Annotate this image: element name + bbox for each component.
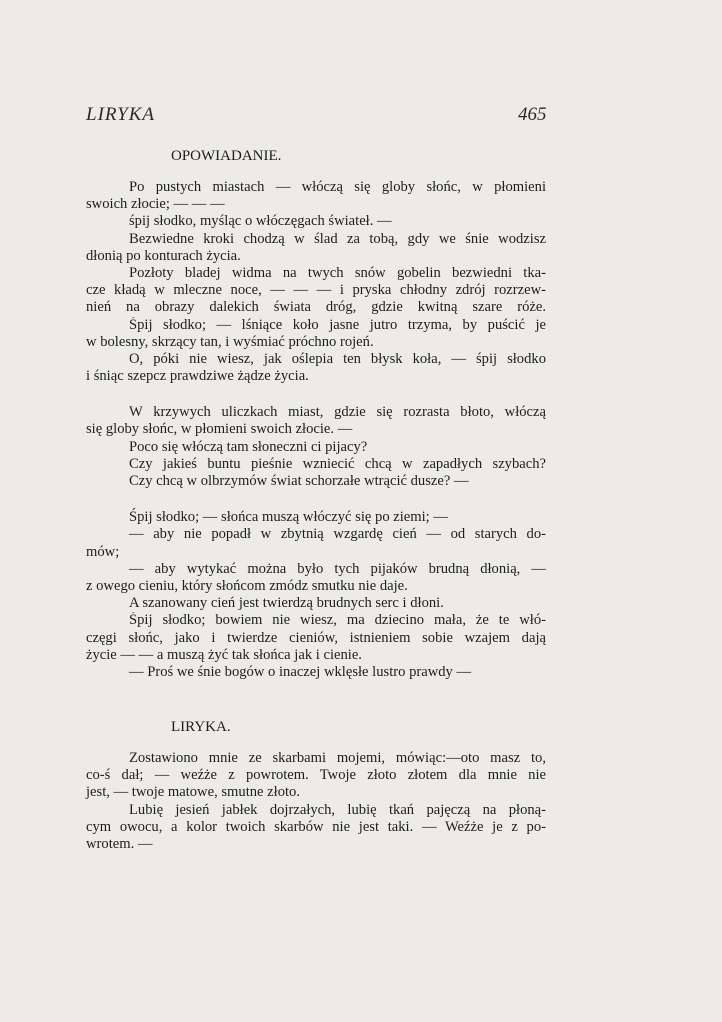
text-line: Śpij słodko; — lśniące koło jasne jutro trzyma, by puścić je (129, 316, 546, 333)
text-line: Lubię jesień jabłek dojrzałych, lubię tkań pajęczą na płoną- (129, 801, 546, 818)
text-line: Czy jakieś buntu pieśnie wzniecić chcą w zapadłych szybach? (129, 455, 546, 472)
text-line: jest, — twoje matowe, smutne złoto. (86, 784, 301, 801)
text-line: się globy słońc, w płomieni swoich złocie. — (86, 421, 353, 438)
section-title: LIRYKA. (171, 719, 231, 736)
page-number: 465 (518, 104, 547, 125)
text-line: cze kładą w mleczne noce, — — — i pryska chłodny zdrój rozrzew- (86, 282, 546, 299)
section (86, 146, 546, 681)
text-line: częgi słońc, jako i twierdze cieniów, istnieniem sobie wzajem dają (86, 629, 546, 646)
text-line: życie — — a muszą żyć tak słońca jak i cienie. (86, 646, 362, 663)
text-line: Bezwiedne kroki chodzą w ślad za tobą, gdy we śnie wodzisz (129, 230, 546, 247)
section-title: OPOWIADANIE. (171, 148, 282, 164)
text-line: i śniąc szepcz prawdziwe żądze życia. (86, 368, 309, 385)
text-line: swoich złocie; — — — (86, 196, 225, 213)
text-line: co-ś dał; — weźże z powrotem. Twoje złoto złotem dla mnie nie (86, 767, 546, 784)
stanza (86, 509, 546, 681)
text-line: dłonią po konturach życia. (86, 247, 241, 264)
text-line: nień na obrazy dalekich świata dróg, gdzie kwitną szare róże. (86, 299, 546, 316)
text-line: mów; (86, 543, 120, 560)
text-line: W krzywych uliczkach miast, gdzie się rozrasta błoto, włóczą (129, 404, 546, 421)
stanza (86, 179, 546, 385)
text-line: Śpij słodko; bowiem nie wiesz, ma dziecino mała, że te włó- (129, 612, 546, 629)
text-line: Pozłoty bladej widma na twych snów gobelin bezwiedni tka- (129, 264, 546, 281)
section (86, 717, 546, 853)
text-line: w bolesny, skrzący tan, i wyśmiać próchno rojeń. (86, 333, 374, 350)
text-line: — Proś we śnie bogów o inaczej wklęsłe lustro prawdy — (129, 663, 472, 680)
text-line: z owego cieniu, który słońcom zmódz smutku nie daje. (86, 577, 408, 594)
stanza (86, 750, 546, 853)
text-line: Poco się włóczą tam słoneczni ci pijacy? (129, 438, 368, 455)
text-line: wrotem. — (86, 836, 153, 852)
text-line: Po pustych miastach — włóczą się globy słońc, w płomieni (129, 179, 546, 195)
text-line: — aby wytykać można było tych pijaków brudną dłonią, — (129, 560, 546, 577)
text-line: — aby nie popadł w zbytnią wzgardę cień — od starych do- (129, 526, 546, 543)
text-line: cym owocu, a kolor twoich skarbów nie jest taki. — Weźże je z po- (86, 818, 546, 835)
text-line: śpij słodko, myśląc o włóczęgach świateł. — (129, 213, 392, 230)
stanza (86, 404, 546, 490)
text-line: O, póki nie wiesz, jak oślepia ten błysk koła, — śpij słodko (129, 350, 546, 367)
text-line: Czy chcą w olbrzymów świat schorzałe wtrącić dusze? — (129, 473, 469, 489)
text-line: Śpij słodko; — słońca muszą włóczyć się po ziemi; — (129, 509, 448, 526)
text-line: Zostawiono mnie ze skarbami mojemi, mówiąc:—oto masz to, (129, 750, 546, 767)
page-body (86, 146, 546, 853)
text-line: A szanowany cień jest twierdzą brudnych serc i dłoni. (129, 595, 444, 612)
running-title: LIRYKA (86, 104, 156, 125)
